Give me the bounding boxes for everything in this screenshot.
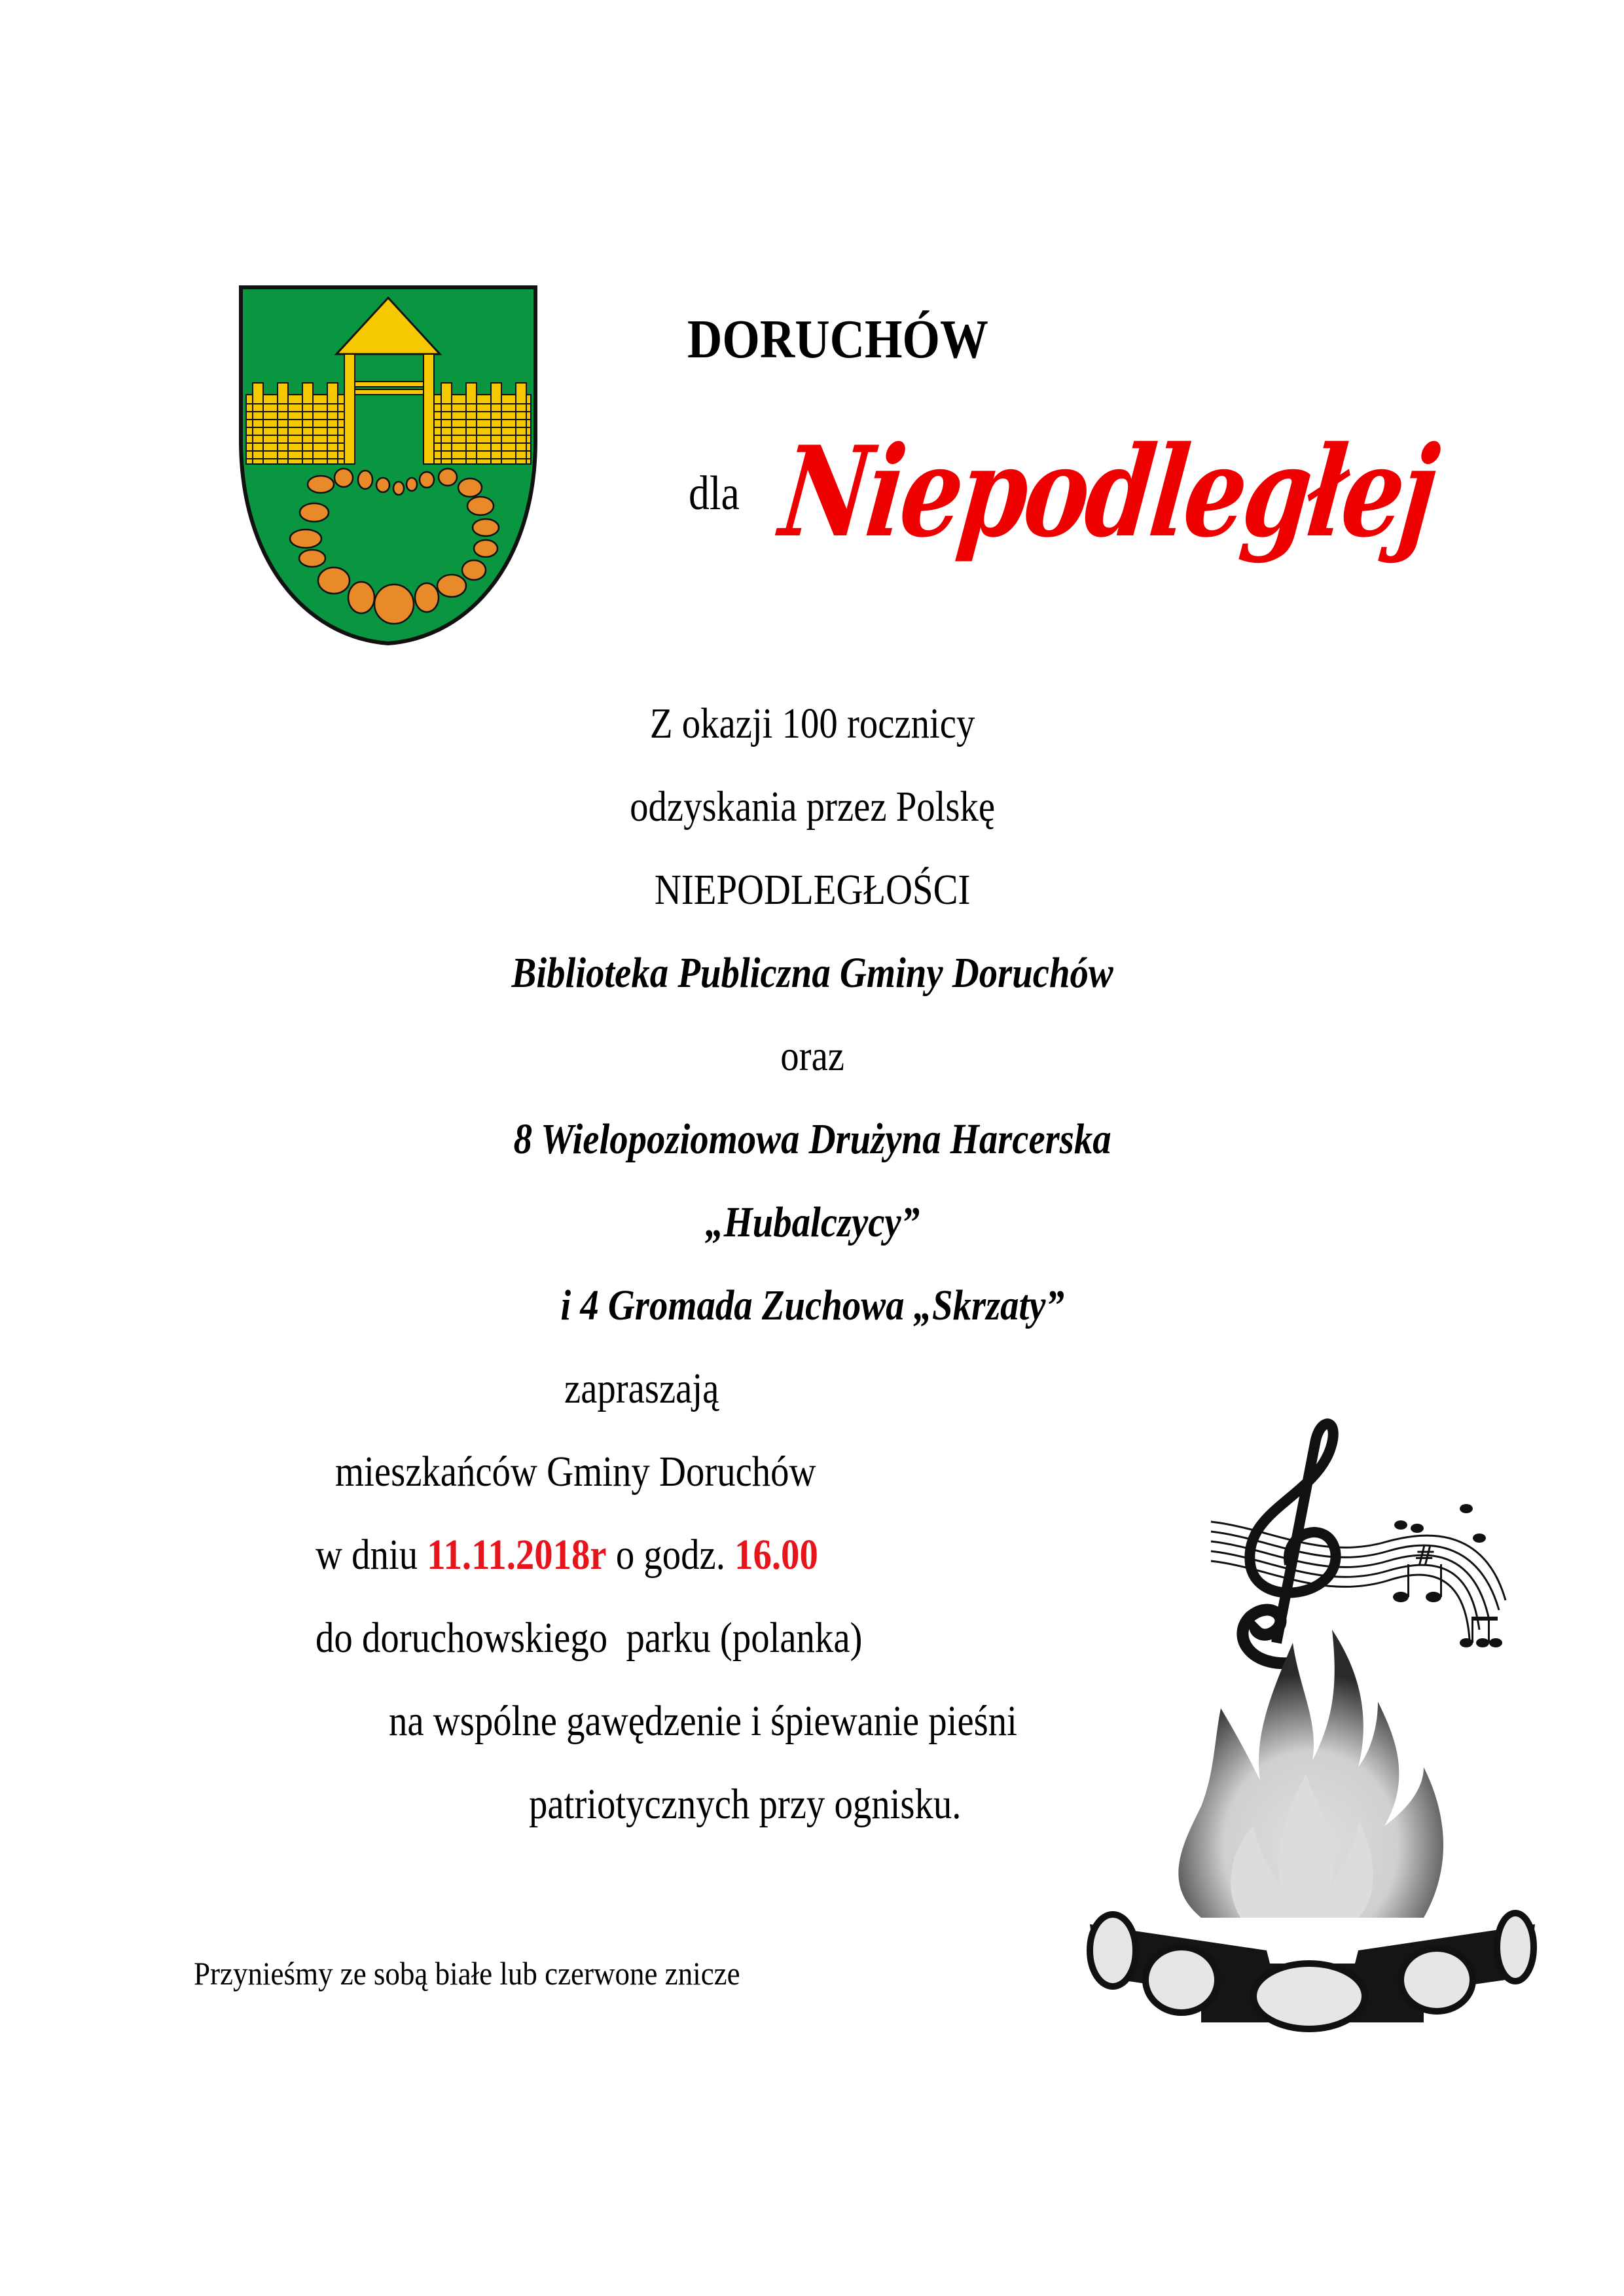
body-line-occasion: Z okazji 100 rocznicy [649, 700, 975, 747]
poster-title: DORUCHÓW [687, 309, 988, 370]
event-activity-end: patriotycznych przy ognisku. [529, 1780, 962, 1828]
organizer-library: Biblioteka Publiczna Gminy Doruchów [511, 949, 1113, 997]
campfire-image [1083, 1610, 1542, 2121]
body-line-regaining: odzyskania przez Polskę [630, 783, 996, 831]
event-date: 11.11.2018r [427, 1531, 607, 1579]
event-date-time-line [316, 1529, 818, 1581]
script-title-niepodleglej: Niepodległej [774, 419, 1442, 565]
event-location: do doruchowskiego parku (polanka) [316, 1614, 863, 1662]
body-line-and: oraz [780, 1032, 844, 1080]
event-activity: na wspólne gawędzenie i śpiewanie pieśni [389, 1697, 1017, 1745]
body-line-residents: mieszkańców Gminy Doruchów [335, 1448, 816, 1496]
time-prefix: o godz. [606, 1531, 735, 1579]
organizer-cub-group: i 4 Gromada Zuchowa „Skrzaty” [560, 1282, 1064, 1329]
organizer-scout-name: „Hubalczycy” [705, 1198, 920, 1246]
svg-text:#: # [1414, 1541, 1436, 1571]
title-prefix-dla: dla [689, 467, 740, 520]
date-prefix: w dniu [316, 1531, 427, 1579]
body-line-invite: zapraszają [564, 1365, 719, 1412]
event-time: 16.00 [734, 1531, 818, 1579]
coat-of-arms-image [237, 283, 539, 647]
footer-note: Przynieśmy ze sobą białe lub czerwone znicze [194, 1955, 740, 1992]
organizer-scout-team: 8 Wielopoziomowa Drużyna Harcerska [513, 1115, 1111, 1163]
body-line-independence: NIEPODLEGŁOŚCI [654, 866, 971, 914]
